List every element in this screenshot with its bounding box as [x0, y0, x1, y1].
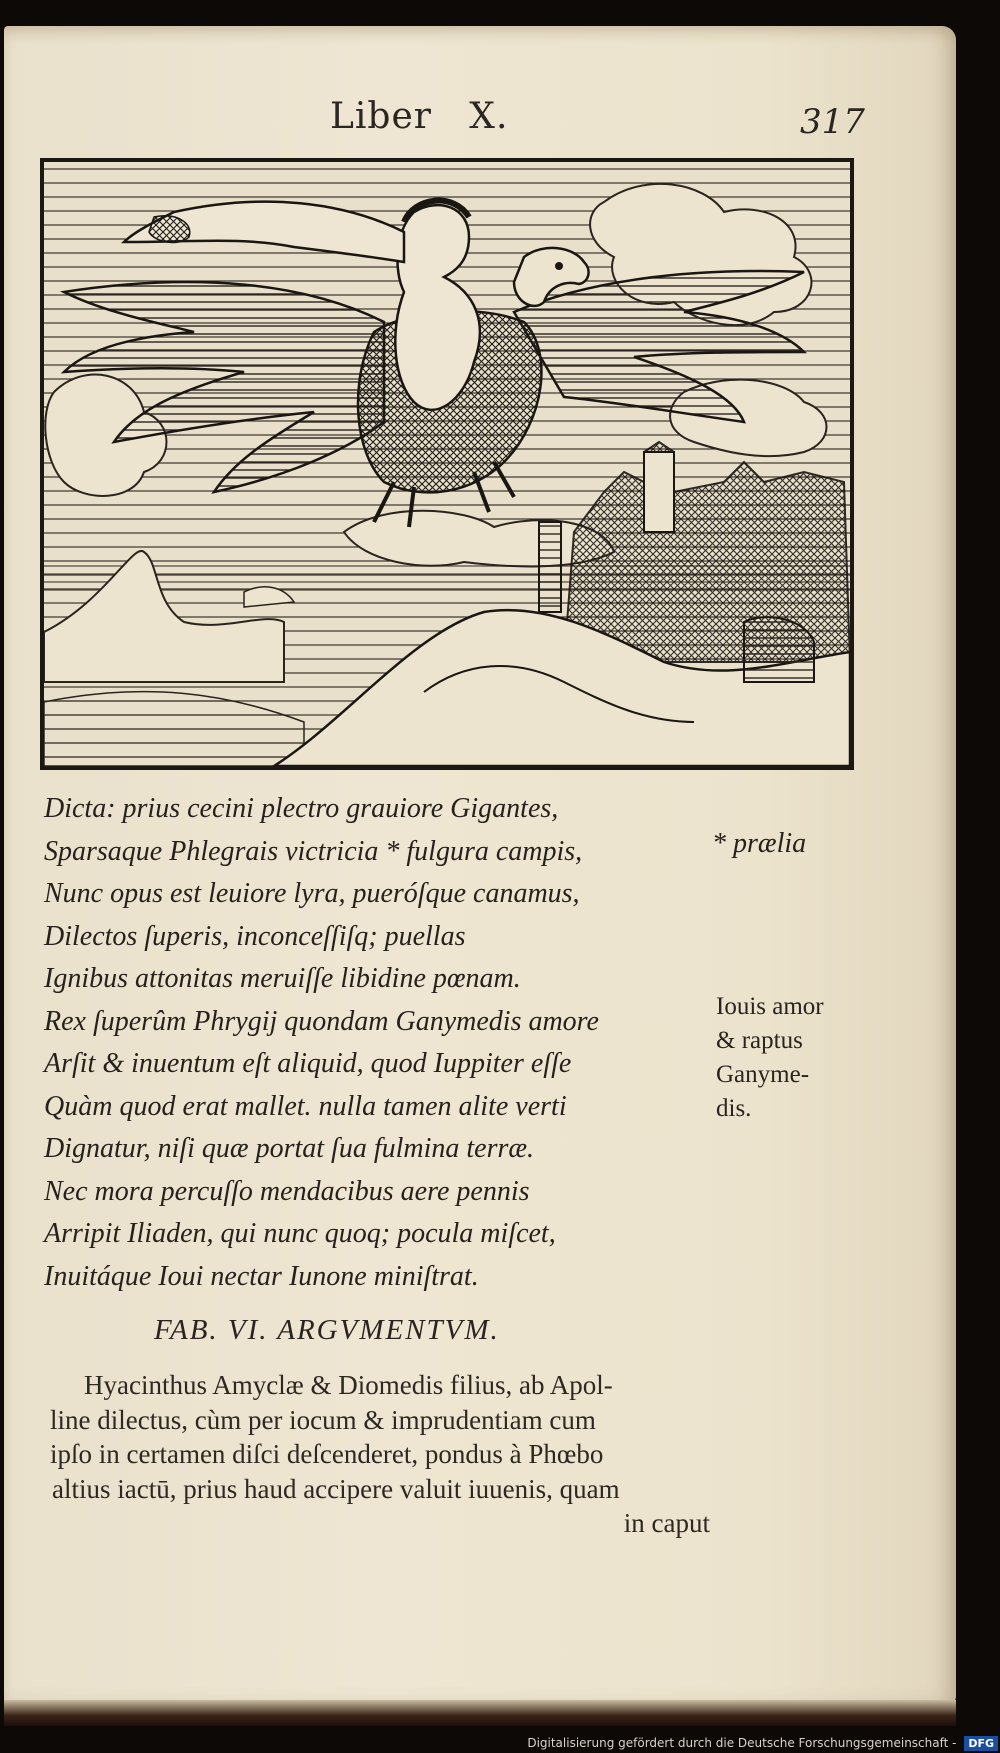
marginal-note-line: dis.: [716, 1095, 752, 1122]
argument-paragraph: [50, 1368, 710, 1541]
verse-line: Quàm quod erat mallet. nulla tamen alite verti: [44, 1090, 567, 1122]
marginal-note-line: & raptus: [716, 1027, 803, 1054]
verse-line: Ignibus attonitas meruiſſe libidine pœnam.: [44, 963, 521, 994]
verse-line: Arſit & inuentum eſt aliquid, quod Iuppiter eſſe: [44, 1048, 572, 1079]
prose-line: line dilectus, cùm per iocum & imprudentiam cum: [50, 1404, 596, 1435]
catchword: in caput: [623, 1508, 710, 1538]
verse-line: Arripit Iliaden, qui nunc quoq; pocula miſcet,: [44, 1218, 556, 1249]
prose-line: ipſo in certamen diſci deſcenderet, pondus à Phœbo: [50, 1439, 604, 1469]
woodcut-eagle-ganymede-icon: [44, 162, 850, 766]
verse-line: Inuitáque Ioui nectar Iunone miniſtrat.: [44, 1260, 479, 1292]
footer-credit: Digitalisierung gefördert durch die Deutsche Forschungsgemeinschaft -: [527, 1736, 957, 1750]
verse-line: Rex ſuperûm Phrygij quondam Ganymedis amore: [44, 1005, 599, 1037]
section-heading: FAB. VI. ARGVMENTVM.: [154, 1314, 500, 1346]
woodcut-illustration: [40, 158, 854, 770]
marginal-note-line: Iouis amor: [716, 993, 824, 1020]
digitization-footer: [0, 1734, 998, 1753]
verse-block: [44, 788, 684, 1298]
prose-line: Hyacinthus Amyclæ & Diomedis filius, ab Apol-: [84, 1370, 613, 1400]
verse-line: Nunc opus est leuiore lyra, pueróſque canamus,: [44, 878, 580, 909]
verse-line: Nec mora percuſſo mendacibus aere pennis: [44, 1175, 530, 1207]
marginal-note-line: Ganyme-: [716, 1061, 810, 1088]
verse-line: Dignatur, niſi quæ portat ſua fulmina terræ.: [44, 1133, 535, 1164]
marginal-side-note: [716, 990, 876, 1126]
verse-line: Dicta: prius cecini plectro grauiore Gigantes,: [44, 793, 559, 824]
page-number: 317: [800, 102, 865, 142]
marginal-star-note: * prælia: [712, 828, 807, 859]
prose-line: altius iactū, prius haud accipere valuit iuuenis, quam: [52, 1473, 620, 1504]
running-head-title: Liber X.: [330, 96, 509, 137]
page-edge: [4, 1700, 956, 1726]
verse-line: Sparsaque Phlegrais victricia * fulgura campis,: [44, 835, 583, 867]
dfg-logo: DFG: [964, 1736, 998, 1751]
verse-line: Dilectos ſuperis, inconceſſiſq; puellas: [44, 920, 466, 952]
